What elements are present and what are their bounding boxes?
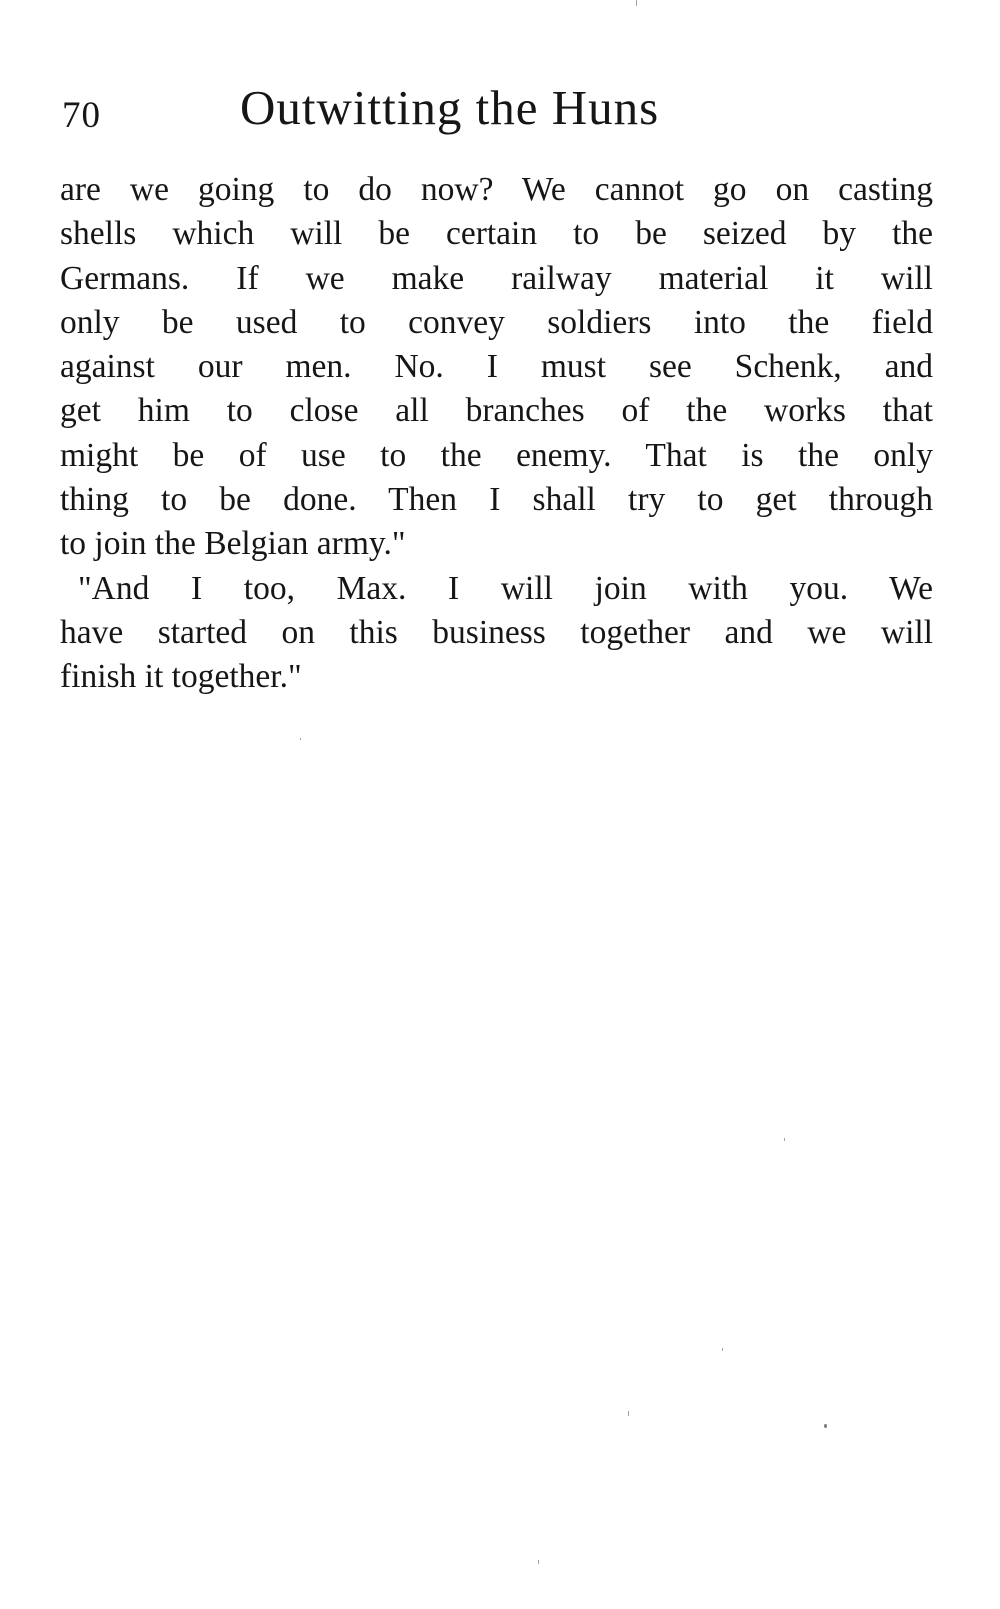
scan-mark <box>538 1560 539 1564</box>
scan-mark <box>722 1348 723 1351</box>
text-line: finish it together." <box>60 658 302 696</box>
text-line: get him to close all branches of the works that <box>60 392 933 430</box>
page-header <box>62 80 932 144</box>
scan-speck <box>824 1424 827 1428</box>
running-title: Outwitting the Huns <box>240 80 660 135</box>
page-number: 70 <box>62 95 101 136</box>
text-line: thing to be done. Then I shall try to get through <box>60 481 933 519</box>
scan-mark <box>300 738 301 740</box>
scan-mark <box>628 1411 629 1416</box>
text-line: to join the Belgian army." <box>60 525 406 563</box>
text-line: are we going to do now? We cannot go on casting <box>60 171 933 208</box>
text-line: have started on this business together and we will <box>60 613 933 651</box>
text-line: Germans. If we make railway material it will <box>60 259 933 297</box>
body-text <box>60 168 933 700</box>
text-line: against our men. No. I must see Schenk, and <box>60 348 933 386</box>
text-line: only be used to convey soldiers into the field <box>60 303 933 341</box>
text-line: might be of use to the enemy. That is the only <box>60 436 933 474</box>
text-line: "And I too, Max. I will join with you. We <box>78 569 933 607</box>
scan-mark <box>636 0 637 6</box>
text-line: shells which will be certain to be seized by the <box>60 215 933 253</box>
scan-mark <box>784 1138 785 1141</box>
